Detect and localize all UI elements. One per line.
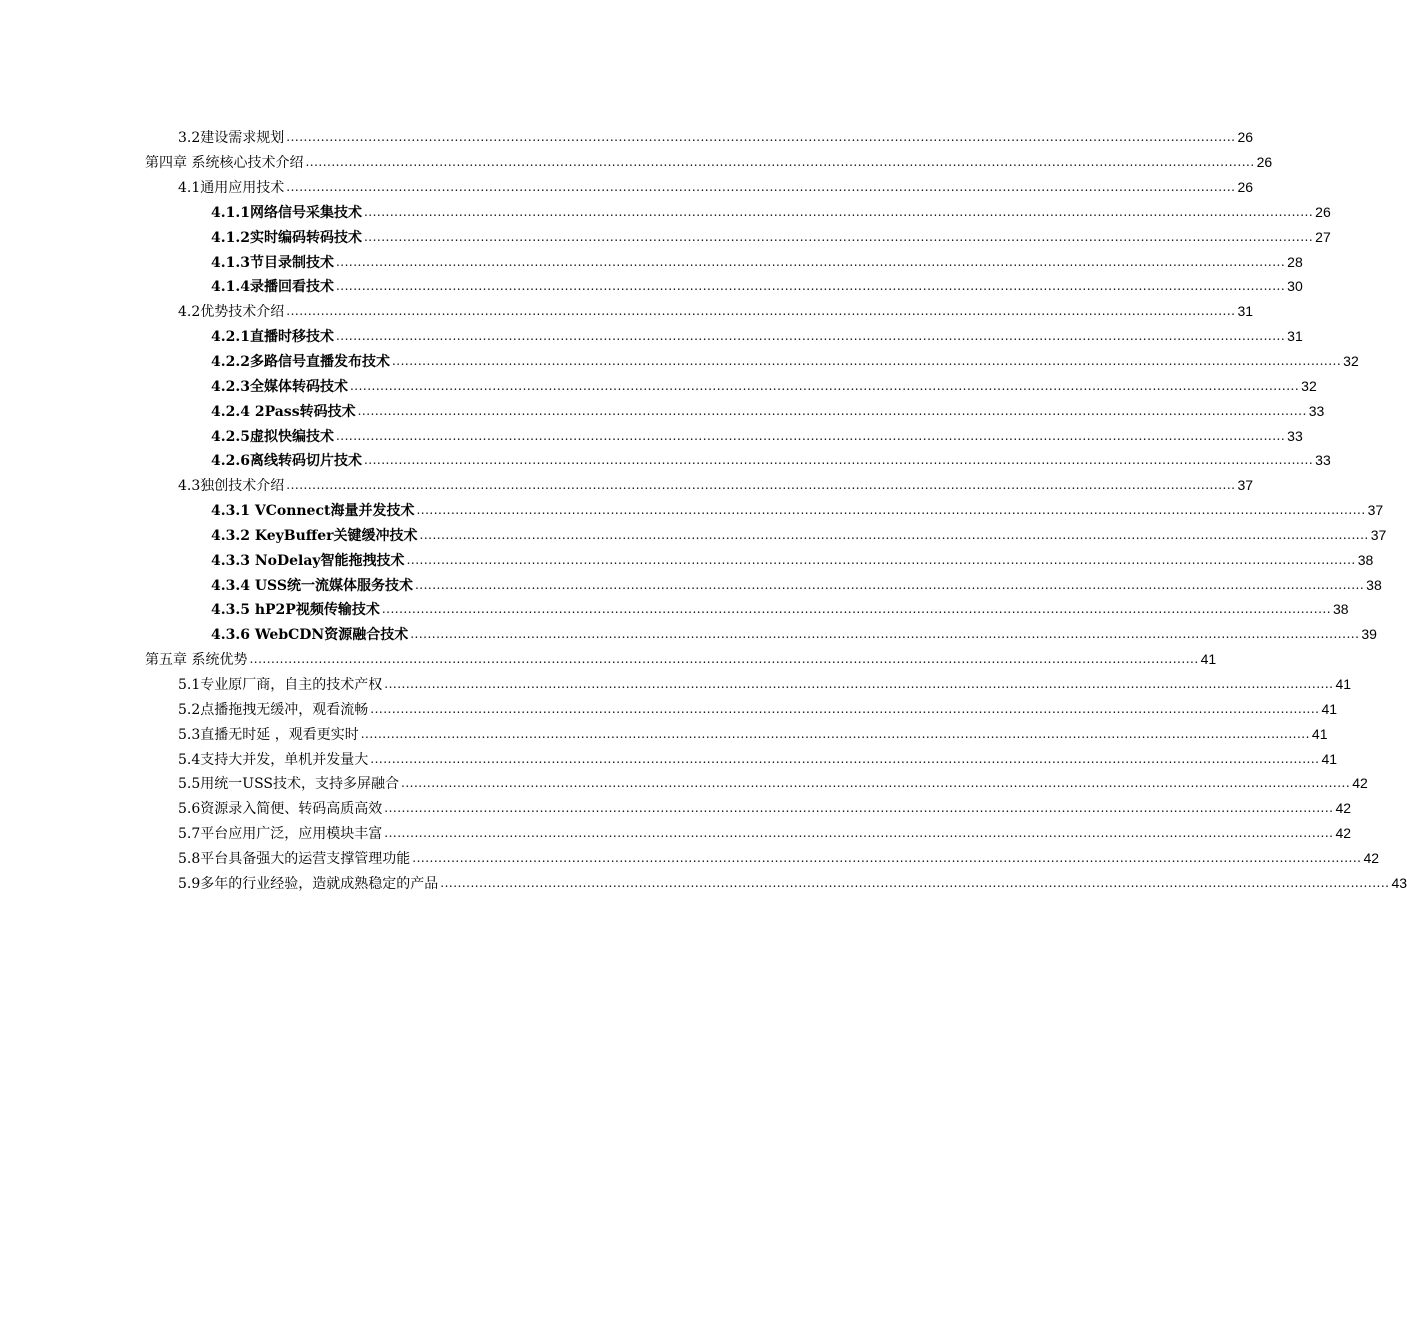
toc-entry-page-number: 26 [1237, 129, 1254, 146]
toc-entry[interactable] [0, 572, 1382, 597]
toc-entry-title: 3.2建设需求规划 [178, 130, 285, 147]
toc-entry[interactable] [0, 821, 1352, 846]
toc-entry-title: 5.8平台具备强大的运营支撑管理功能 [178, 850, 411, 867]
toc-entry[interactable] [0, 721, 1328, 746]
toc-entry[interactable] [0, 796, 1352, 821]
toc-entry-page-number: 30 [1287, 278, 1303, 295]
toc-entry-page-number: 37 [1367, 502, 1384, 519]
toc-entry-title: 4.1.3节目录制技术 [211, 254, 334, 271]
toc-dot-leader: ............................................................................................................................................................................................................................ [440, 875, 1390, 890]
toc-entry-title: 5.6资源录入简便、转码高质高效 [178, 801, 383, 818]
toc-dot-leader: ............................................................................................................................................................................................................................ [384, 801, 1334, 816]
toc-entry[interactable] [0, 249, 1303, 274]
toc-dot-leader: ............................................................................................................................................................................................................................ [419, 527, 1369, 542]
toc-dot-leader: ............................................................................................................................................................................................................................ [416, 503, 1366, 518]
toc-dot-leader: ............................................................................................................................................................................................................................ [335, 329, 1286, 344]
toc-entry-title: 5.3直播无时延 ，观看更实时 [178, 726, 359, 743]
toc-entry-page-number: 37 [1237, 477, 1254, 494]
toc-entry-title: 5.5用统一USS技术，支持多屏融合 [178, 776, 399, 793]
toc-entry[interactable] [0, 125, 1254, 150]
toc-entry[interactable] [0, 373, 1317, 398]
toc-entry-title: 4.2.4 2Pass转码技术 [211, 403, 356, 420]
toc-dot-leader: ............................................................................................................................................................................................................................ [410, 627, 1360, 642]
toc-entry-page-number: 37 [1370, 526, 1387, 543]
toc-entry-title: 4.2.1直播时移技术 [211, 329, 334, 346]
toc-entry-page-number: 31 [1287, 328, 1303, 345]
toc-dot-leader: ............................................................................................................................................................................................................................ [357, 403, 1307, 418]
toc-dot-leader: ............................................................................................................................................................................................................................ [286, 478, 1236, 493]
toc-entry-page-number: 38 [1357, 551, 1374, 568]
toc-entry[interactable] [0, 473, 1254, 498]
toc-entry[interactable] [0, 771, 1368, 796]
toc-entry[interactable] [0, 498, 1384, 523]
toc-entry-title: 4.3独创技术介绍 [178, 478, 285, 495]
toc-dot-leader: ............................................................................................................................................................................................................................ [412, 850, 1362, 865]
toc-entry[interactable] [0, 597, 1349, 622]
toc-entry-title: 4.3.6 WebCDN资源融合技术 [211, 627, 409, 644]
table-of-contents [0, 125, 1407, 895]
toc-entry-page-number: 42 [1363, 849, 1380, 866]
toc-entry-title: 5.9多年的行业经验，造就成熟稳定的产品 [178, 875, 439, 892]
toc-entry[interactable] [0, 547, 1374, 572]
toc-dot-leader: ............................................................................................................................................................................................................................ [335, 279, 1286, 294]
toc-entry-title: 5.1专业原厂商，自主的技术产权 [178, 676, 383, 693]
toc-dot-leader: ............................................................................................................................................................................................................................ [363, 453, 1314, 468]
toc-dot-leader: ............................................................................................................................................................................................................................ [349, 378, 1300, 393]
toc-entry[interactable] [0, 150, 1273, 175]
toc-entry-page-number: 41 [1321, 700, 1338, 717]
toc-entry[interactable] [0, 423, 1303, 448]
toc-dot-leader: ............................................................................................................................................................................................................................ [360, 726, 1310, 741]
toc-dot-leader: ............................................................................................................................................................................................................................ [391, 354, 1342, 369]
toc-entry[interactable] [0, 622, 1377, 647]
toc-entry-page-number: 42 [1335, 825, 1352, 842]
toc-dot-leader: ............................................................................................................................................................................................................................ [363, 204, 1314, 219]
toc-entry-page-number: 41 [1335, 675, 1352, 692]
toc-entry-title: 第五章 系统优势 [145, 652, 248, 669]
toc-entry[interactable] [0, 448, 1331, 473]
toc-entry-title: 4.3.5 hP2P视频传输技术 [211, 602, 380, 619]
toc-entry-page-number: 41 [1321, 750, 1338, 767]
toc-dot-leader: ............................................................................................................................................................................................................................ [305, 155, 1255, 170]
toc-dot-leader: ............................................................................................................................................................................................................................ [286, 180, 1236, 195]
toc-entry[interactable] [0, 175, 1254, 200]
toc-entry-page-number: 38 [1366, 576, 1382, 593]
toc-entry-page-number: 33 [1315, 452, 1331, 469]
toc-dot-leader: ............................................................................................................................................................................................................................ [335, 428, 1286, 443]
toc-entry[interactable] [0, 672, 1352, 697]
toc-entry[interactable] [0, 349, 1359, 374]
toc-dot-leader: ............................................................................................................................................................................................................................ [249, 652, 1199, 667]
toc-entry-title: 4.3.3 NoDelay智能拖拽技术 [211, 552, 405, 569]
toc-entry-page-number: 33 [1287, 427, 1303, 444]
toc-entry-title: 4.2.6离线转码切片技术 [211, 453, 362, 470]
toc-entry[interactable] [0, 200, 1331, 225]
toc-entry-page-number: 32 [1343, 353, 1359, 370]
toc-entry-title: 4.3.1 VConnect海量并发技术 [211, 503, 415, 520]
toc-dot-leader: ............................................................................................................................................................................................................................ [286, 304, 1236, 319]
toc-entry-title: 4.3.2 KeyBuffer关键缓冲技术 [211, 527, 418, 544]
toc-entry[interactable] [0, 845, 1380, 870]
toc-entry-page-number: 32 [1301, 377, 1317, 394]
toc-entry-page-number: 31 [1237, 303, 1254, 320]
toc-entry-page-number: 26 [1237, 179, 1254, 196]
toc-entry[interactable] [0, 224, 1331, 249]
toc-entry-title: 4.1.2实时编码转码技术 [211, 229, 362, 246]
toc-entry-page-number: 33 [1308, 402, 1325, 419]
toc-entry[interactable] [0, 398, 1325, 423]
toc-entry-title: 4.2.3全媒体转码技术 [211, 378, 348, 395]
toc-entry-title: 4.1.4录播回看技术 [211, 279, 334, 296]
toc-dot-leader: ............................................................................................................................................................................................................................ [335, 254, 1286, 269]
toc-entry[interactable] [0, 746, 1338, 771]
toc-dot-leader: ............................................................................................................................................................................................................................ [414, 577, 1365, 592]
toc-entry-title: 4.1.1网络信号采集技术 [211, 204, 362, 221]
toc-entry-page-number: 26 [1315, 203, 1331, 220]
toc-entry-page-number: 28 [1287, 253, 1303, 270]
toc-entry-title: 4.2.5虚拟快编技术 [211, 428, 334, 445]
toc-dot-leader: ............................................................................................................................................................................................................................ [370, 701, 1320, 716]
toc-entry-title: 4.2.2多路信号直播发布技术 [211, 354, 390, 371]
toc-entry-title: 5.4支持大并发，单机并发量大 [178, 751, 369, 768]
toc-entry-page-number: 38 [1333, 601, 1349, 618]
toc-entry[interactable] [0, 870, 1407, 895]
toc-entry-title: 4.1通用应用技术 [178, 180, 285, 197]
toc-entry-page-number: 42 [1352, 775, 1368, 792]
toc-entry-title: 第四章 系统核心技术介绍 [145, 155, 304, 172]
toc-dot-leader: ............................................................................................................................................................................................................................ [401, 776, 1351, 791]
toc-entry[interactable] [0, 299, 1254, 324]
toc-entry[interactable] [0, 523, 1387, 548]
toc-entry-title: 5.7平台应用广泛，应用模块丰富 [178, 826, 383, 843]
toc-entry-page-number: 42 [1335, 800, 1352, 817]
toc-entry-page-number: 43 [1391, 874, 1407, 891]
toc-entry-page-number: 41 [1200, 651, 1217, 668]
toc-entry-page-number: 41 [1311, 725, 1328, 742]
toc-entry-page-number: 27 [1315, 228, 1331, 245]
toc-dot-leader: ............................................................................................................................................................................................................................ [384, 676, 1334, 691]
toc-dot-leader: ............................................................................................................................................................................................................................ [286, 130, 1236, 145]
toc-entry-page-number: 39 [1361, 626, 1377, 643]
toc-dot-leader: ............................................................................................................................................................................................................................ [370, 751, 1320, 766]
toc-dot-leader: ............................................................................................................................................................................................................................ [406, 552, 1356, 567]
toc-entry[interactable] [0, 324, 1303, 349]
toc-entry[interactable] [0, 696, 1338, 721]
toc-entry-page-number: 26 [1256, 154, 1273, 171]
toc-entry-title: 4.2优势技术介绍 [178, 304, 285, 321]
toc-dot-leader: ............................................................................................................................................................................................................................ [384, 826, 1334, 841]
toc-entry-title: 5.2点播拖拽无缓冲，观看流畅 [178, 701, 369, 718]
toc-dot-leader: ............................................................................................................................................................................................................................ [363, 229, 1314, 244]
toc-entry[interactable] [0, 274, 1303, 299]
toc-entry[interactable] [0, 647, 1217, 672]
toc-entry-title: 4.3.4 USS统一流媒体服务技术 [211, 577, 413, 594]
toc-dot-leader: ............................................................................................................................................................................................................................ [381, 602, 1332, 617]
